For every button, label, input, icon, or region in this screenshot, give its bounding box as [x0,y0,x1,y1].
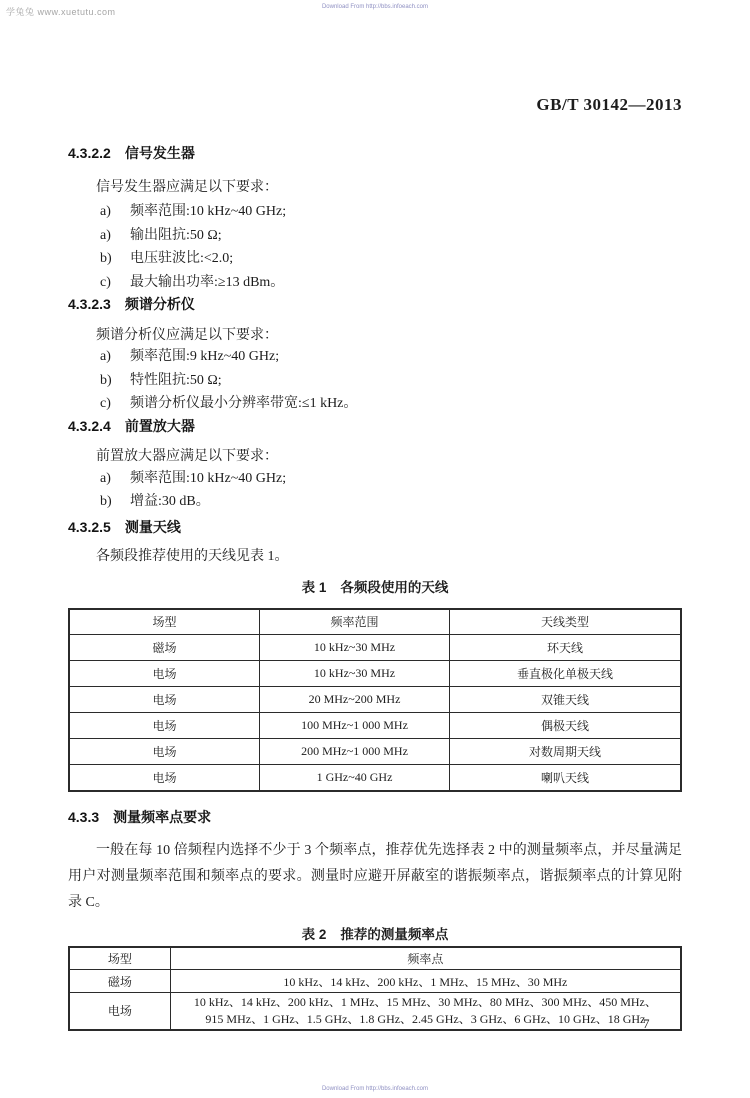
list-item [68,490,682,514]
watermark-top-left: 学兔兔 www.xuetutu.com [6,7,116,17]
section-title: 测量频率点要求 [113,808,212,825]
section-heading-4322 [68,144,682,163]
list-item-text: 电压驻波比:<2.0; [130,251,234,266]
list-item [68,224,682,248]
section-title: 信号发生器 [124,145,195,161]
cell-field-type: 电场 [69,765,260,791]
list-item-label: c) [100,274,111,290]
section-number: 4.3.2.4 [68,417,111,434]
col-header: 场型 [69,609,260,635]
table-row [69,713,681,739]
cell-field-type: 磁场 [69,635,260,661]
table1-caption-label: 表 1 [301,579,327,595]
list-item-label: a) [100,204,111,219]
list-item-text: 频率范围:10 kHz~40 GHz; [130,204,287,219]
requirement-list [68,345,682,416]
list-item-text: 频率范围:9 kHz~40 GHz; [130,349,280,364]
section-title: 前置放大器 [124,417,195,434]
list-item-text: 最大输出功率:≥13 dBm。 [130,274,285,290]
section-title: 频谱分析仪 [124,296,195,312]
requirement-list [68,467,682,514]
list-item [68,247,682,271]
col-header: 天线类型 [450,609,681,635]
list-item-text: 频谱分析仪最小分辨率带宽:≤1 kHz。 [130,396,358,411]
table-row [69,635,681,661]
cell-freq-points: 10 kHz、14 kHz、200 kHz、1 MHz、15 MHz、30 MHz [170,970,681,993]
table2-caption [68,925,682,944]
table1-caption [68,578,682,597]
list-item [68,467,682,491]
cell-field-type: 电场 [69,687,260,713]
section-heading-433 [68,808,682,827]
table2-caption-label: 表 2 [301,926,327,942]
section-paragraph: 各频段推荐使用的天线见表 1。 [96,548,289,564]
cell-freq-points [170,993,681,1030]
section-number: 4.3.2.2 [68,145,111,161]
table-row [69,739,681,765]
cell-antenna-type: 偶极天线 [450,713,681,739]
cell-antenna-type: 双锥天线 [450,687,681,713]
watermark-top-center-link[interactable]: Download From http://bbs.infoeach.com [321,4,429,10]
list-item-label: b) [100,251,112,266]
cell-field-type: 电场 [69,713,260,739]
table-header-row [69,609,681,635]
list-item-text: 增益:30 dB。 [130,494,210,509]
list-item [68,369,682,393]
list-item-label: b) [100,494,112,509]
list-item [68,392,682,416]
requirement-list [68,200,682,294]
cell-freq-range: 1 GHz~40 GHz [260,765,450,791]
list-item-label: b) [100,372,112,388]
table-row [69,765,681,791]
list-item-text: 频率范围:10 kHz~40 GHz; [130,470,287,486]
table2-caption-title: 推荐的测量频率点 [340,926,449,942]
freq-line-1: 10 kHz、14 kHz、200 kHz、1 MHz、15 MHz、30 MHz、80 MHz、300 MHz、450 MHz、 [193,994,657,1009]
section-number: 4.3.2.3 [68,296,111,312]
document-content [68,140,682,1031]
col-header: 场型 [69,947,170,970]
watermark-bottom-center-link[interactable]: Download From http://bbs.infoeach.com [321,1086,429,1092]
col-header: 频率点 [170,947,681,970]
list-item-label: a) [100,349,111,364]
cell-freq-range: 100 MHz~1 000 MHz [260,713,450,739]
antenna-table [68,608,682,792]
section-intro: 前置放大器应满足以下要求： [96,448,278,464]
table-row [69,687,681,713]
cell-freq-range: 10 kHz~30 MHz [260,635,450,661]
cell-antenna-type: 喇叭天线 [450,765,681,791]
cell-field-type: 磁场 [69,970,170,993]
list-item-text: 输出阻抗:50 Ω; [130,227,222,243]
list-item [68,200,682,224]
list-item-label: c) [100,396,111,411]
cell-antenna-type: 环天线 [450,635,681,661]
freq-line-2: 915 MHz、1 GHz、1.5 GHz、1.8 GHz、2.45 GHz、3 GHz、6 GHz、10 GHz、18 GHz [205,1011,646,1026]
cell-field-type: 电场 [69,661,260,687]
list-item-label: a) [100,470,111,486]
section-title: 测量天线 [124,518,181,535]
cell-field-type: 电场 [69,993,170,1030]
table-row [69,993,681,1030]
cell-antenna-type: 对数周期天线 [450,739,681,765]
section-heading-4323 [68,295,682,314]
cell-freq-range: 10 kHz~30 MHz [260,661,450,687]
section-number: 4.3.2.5 [68,518,111,535]
section-heading-4324 [68,417,682,436]
section-number: 4.3.3 [68,808,100,825]
table-header-row [69,947,681,970]
frequency-points-table [68,946,682,1031]
cell-freq-range: 20 MHz~200 MHz [260,687,450,713]
section-paragraph: 一般在每 10 倍频程内选择不少于 3 个频率点，推荐优先选择表 2 中的测量频率点，并尽量满足用户对测量频率范围和频率点的要求。测量时应避开屏蔽室的谐振频率点，谐振频率点的计算见附录 C。 [68,842,682,910]
cell-antenna-type: 垂直极化单极天线 [450,661,681,687]
page-number: 7 [643,1016,650,1031]
section-intro: 频谱分析仪应满足以下要求： [96,328,278,343]
list-item [68,271,682,295]
list-item [68,345,682,369]
cell-freq-range: 200 MHz~1 000 MHz [260,739,450,765]
table-row [69,661,681,687]
table1-caption-title: 各频段使用的天线 [340,579,449,595]
standard-number-header: GB/T 30142—2013 [536,95,682,114]
col-header: 频率范围 [260,609,450,635]
list-item-label: a) [100,227,111,243]
table-row [69,970,681,993]
section-heading-4325 [68,518,682,537]
cell-field-type: 电场 [69,739,260,765]
section-intro: 信号发生器应满足以下要求： [96,180,278,195]
list-item-text: 特性阻抗:50 Ω; [130,372,222,388]
